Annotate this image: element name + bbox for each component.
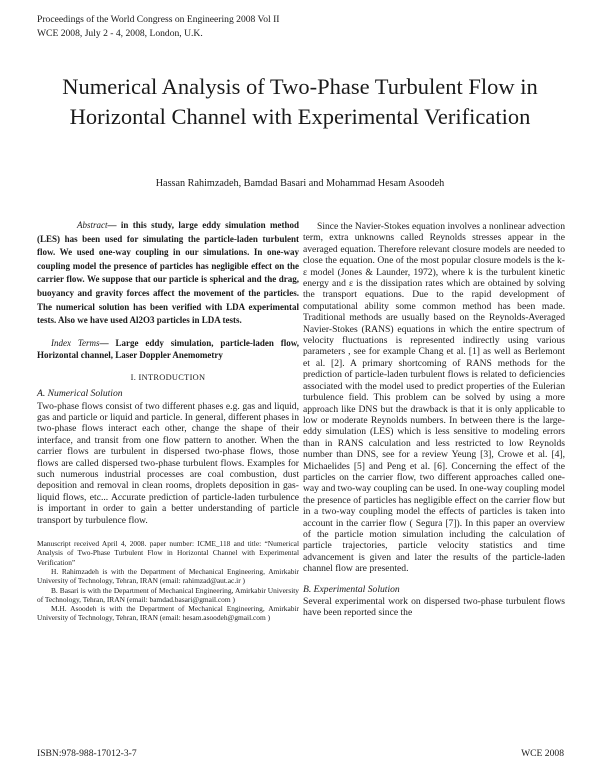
subsection-heading-numerical: A. Numerical Solution: [37, 388, 123, 400]
index-terms: [37, 337, 299, 361]
right-column: [303, 221, 565, 619]
footnote-manuscript: Manuscript received April 4, 2008. paper number: ICME_118 and title: “Numerical Analysis of Two-Phase Turbulent Flow in Horizontal Channel with Experimental Verification”: [37, 539, 299, 567]
subsection-heading-experimental: B. Experimental Solution: [303, 583, 400, 595]
header-line-2: WCE 2008, July 2 - 4, 2008, London, U.K.: [37, 28, 203, 39]
footnote-author-3: M.H. Asoodeh is with the Department of Mechanical Engineering, Amirkabir University of Technology, Tehran, IRAN (email: hesam.asoodeh@gmail.com ): [37, 604, 299, 623]
paper-title: Numerical Analysis of Two-Phase Turbulent Flow in Horizontal Channel with Experimental Verification: [62, 74, 538, 129]
proceedings-header: [37, 13, 280, 41]
abstract: [37, 219, 299, 328]
conference-footer: WCE 2008: [521, 748, 564, 759]
footnotes: [37, 539, 299, 623]
section-heading-introduction: I. INTRODUCTION: [130, 372, 206, 382]
author-list: Hassan Rahimzadeh, Bamdad Basari and Mohammad Hesam Asoodeh: [155, 178, 445, 189]
left-column: [37, 219, 299, 623]
isbn-footer: ISBN:978-988-17012-3-7: [37, 748, 137, 759]
abstract-lead: Abstract: [77, 220, 108, 230]
header-line-1: Proceedings of the World Congress on Engineering 2008 Vol II: [37, 14, 280, 25]
footnote-author-1: H. Rahimzadeh is with the Department of Mechanical Engineering, Amirkabir University of Technology, Tehran, IRAN (email: rahimzad@aut.ac.ir ): [37, 566, 299, 586]
rans-paragraph: Since the Navier-Stokes equation involves a nonlinear advection term, extra unknowns called Reynolds stresses appear in the averaged equation. Therefore relevant closure models are needed to close the equation. One of the most popular closure models is the k-ε model (Jones & Launder, 1972), where k is the turbulent kinetic energy and ε is the dissipation rates which are obtained by solving the transport equations. Due to the rapid development of computational ability some common method has been made. Traditional methods are usually based on the Reynolds-Averaged Navier-Stokes (RANS) equations in which the entire spectrum of velocity fluctuations is represented indirectly using various parameters , see for example Chang et al. [1] as well as Berlemont et al. [2]. A primary shortcoming of RANS methods for the prediction of particle-laden turbulent flows is related to deficiencies associated with the model used to predict properties of the Eulerian turbulence field. This problem can be solved by using a more approach like DNS but the drawback is that it is only applicable to low or moderate Reynolds numbers. In between there is the large-eddy simulation (LES) which is less sensitive to modeling errors than in RANS calculation and less restricted to low Reynolds number than DNS, see for a review Yeung [3], Crowe et al. [4], Michaelides [5] and Peng et al. [6]. Concerning the effect of the particles on the carrier flow, two different approaches called one-way and two-way coupling can be used. In one-way coupling model the presence of particles has negligible effect on the carrier flow but in a two-way coupling model the effects of particles is taken into account in the carrier flow ( Segura [7]). In this paper an overview of the particle motion simulation including the calculation of particle trajectories, particle velocity statistics and time advancement is given and later the results of the particle-laden channel flow are presented.: [303, 221, 565, 575]
experimental-paragraph: Several experimental work on dispersed two-phase turbulent flows have been reported since the: [303, 596, 565, 619]
intro-paragraph: Two-phase flows consist of two different phases e.g. gas and liquid, gas and particle or liquid and particle. In general, different phases in two-phase flows interact each other, change the shape of their interface, and transit from one flow pattern to another. When the carrier flows are turbulent in dispersed two-phase flows, those flows are called dispersed two-phase turbulent flows. Examples for such numerous industrial processes are coal combustion, dust deposition and removal in clean rooms, droplets deposition in gas-liquid flows, etc... Accurate prediction of particle-laden turbulence is important in order to gain a better understanding of particle transport by turbulence flow.: [37, 400, 299, 526]
footnote-author-2: B. Basari is with the Department of Mechanical Engineering, Amirkabir University of Technology, Tehran, IRAN (email: bamdad.basari@gmail.com ): [37, 585, 299, 604]
index-terms-lead: Index Terms: [51, 337, 100, 348]
abstract-text: — in this study, large eddy simulation method (LES) has been used for simulating the particle-laden turbulent flow. We used one-way coupling in our simulations. In one-way coupling model the presence of particles has negligible effect on the carrier flow. We suppose that our particle is spherical and the drag, buoyancy and gravity forces affect the movement of the particles. The numerical solution has been verified with LDA experimental tests. Also we have used Al2O3 particles in LDA tests.: [37, 220, 299, 326]
index-terms-text: — Large eddy simulation, particle-laden flow, Horizontal channel, Laser Doppler Anemometry: [37, 337, 299, 360]
